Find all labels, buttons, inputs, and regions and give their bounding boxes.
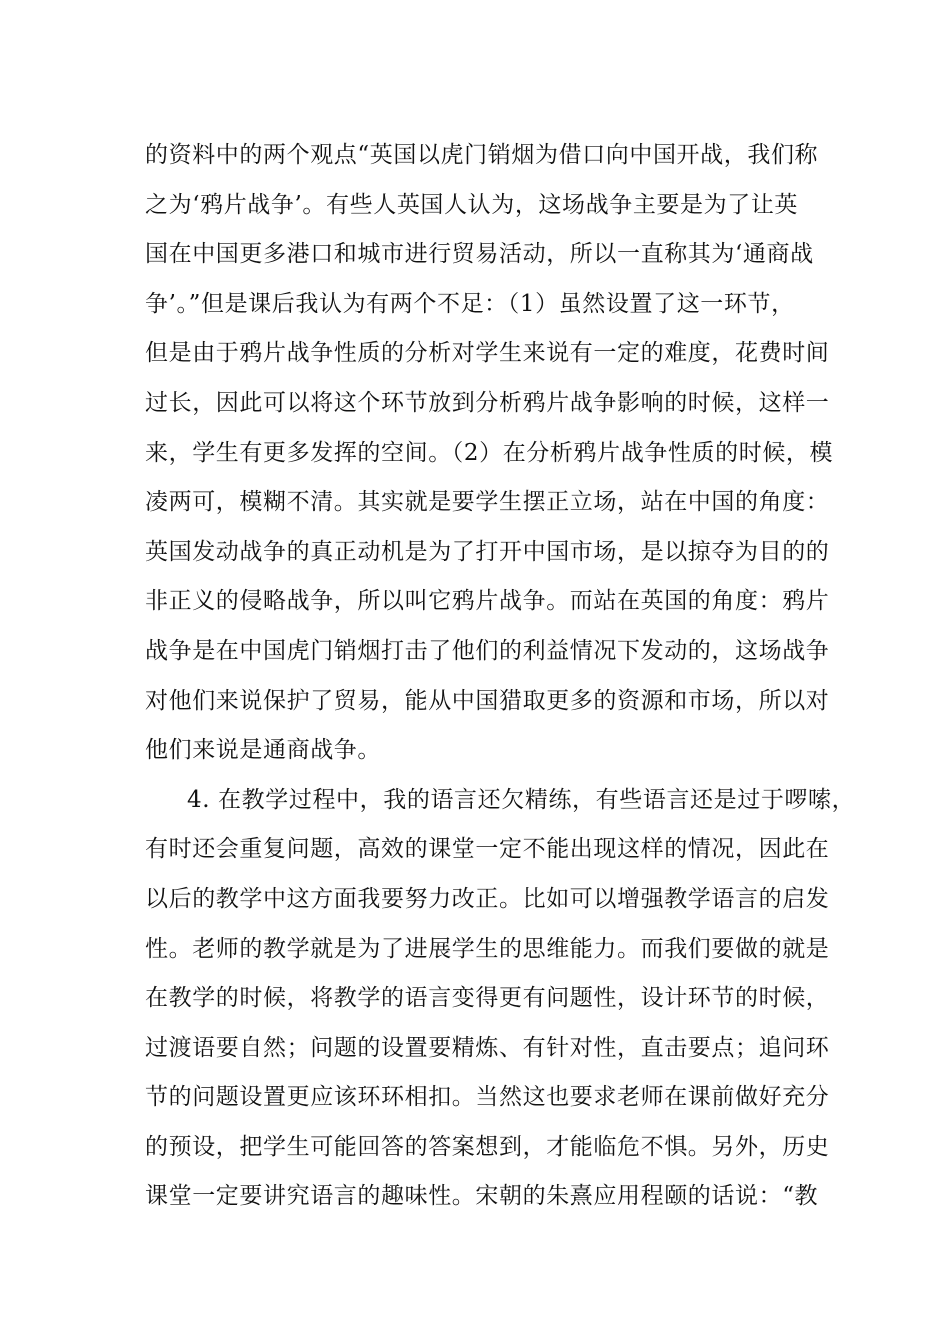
paragraph-line: 凌两可，模糊不清。其实就是要学生摆正立场，站在中国的角度： bbox=[145, 489, 830, 516]
paragraph-line: 以后的教学中这方面我要努力改正。比如可以增强教学语言的启发 bbox=[145, 885, 830, 912]
paragraph-line: 国在中国更多港口和城市进行贸易活动，所以一直称其为‘通商战 bbox=[145, 241, 814, 268]
paragraph-line: 节的问题设置更应该环环相扣。当然这也要求老师在课前做好充分 bbox=[145, 1084, 830, 1111]
paragraph-line: 课堂一定要讲究语言的趣味性。宋朝的朱熹应用程颐的话说：“教 bbox=[145, 1183, 819, 1210]
paragraph-first-line: 4. 在教学过程中，我的语言还欠精练，有些语言还是过于啰嗦， bbox=[187, 786, 856, 813]
paragraph-line: 的资料中的两个观点“英国以虎门销烟为借口向中国开战，我们称 bbox=[145, 142, 819, 168]
paragraph-line: 战争是在中国虎门销烟打击了他们的利益情况下发动的，这场战争 bbox=[145, 637, 830, 664]
paragraph-line: 过渡语要自然；问题的设置要精炼、有针对性，直击要点；追问环 bbox=[145, 1034, 830, 1061]
paragraph-line: 他们来说是通商战争。 bbox=[145, 737, 381, 764]
paragraph-line: 性。老师的教学就是为了进展学生的思维能力。而我们要做的就是 bbox=[145, 935, 830, 962]
paragraph-line: 在教学的时候，将教学的语言变得更有问题性，设计环节的时候， bbox=[145, 985, 830, 1012]
paragraph-line: 有时还会重复问题，高效的课堂一定不能出现这样的情况，因此在 bbox=[145, 836, 830, 863]
paragraph-line: 英国发动战争的真正动机是为了打开中国市场，是以掠夺为目的的 bbox=[145, 538, 830, 565]
document-body bbox=[145, 131, 856, 1222]
paragraph-line: 之为‘鸦片战争’。有些人英国人认为，这场战争主要是为了让英 bbox=[145, 191, 799, 218]
paragraph-line: 但是由于鸦片战争性质的分析对学生来说有一定的难度，花费时间 bbox=[145, 340, 830, 367]
paragraph-line: 对他们来说保护了贸易，能从中国猎取更多的资源和市场，所以对 bbox=[145, 687, 830, 714]
paragraph-line: 来，学生有更多发挥的空间。（2）在分析鸦片战争性质的时候，模 bbox=[145, 439, 834, 466]
paragraph-line: 非正义的侵略战争，所以叫它鸦片战争。而站在英国的角度：鸦片 bbox=[145, 588, 830, 615]
paragraph-line: 的预设，把学生可能回答的答案想到，才能临危不惧。另外，历史 bbox=[145, 1133, 830, 1160]
paragraph-line: 争’。”但是课后我认为有两个不足：（1）虽然设置了这一环节， bbox=[145, 290, 795, 317]
paragraph-line: 过长，因此可以将这个环节放到分析鸦片战争影响的时候，这样一 bbox=[145, 389, 830, 416]
